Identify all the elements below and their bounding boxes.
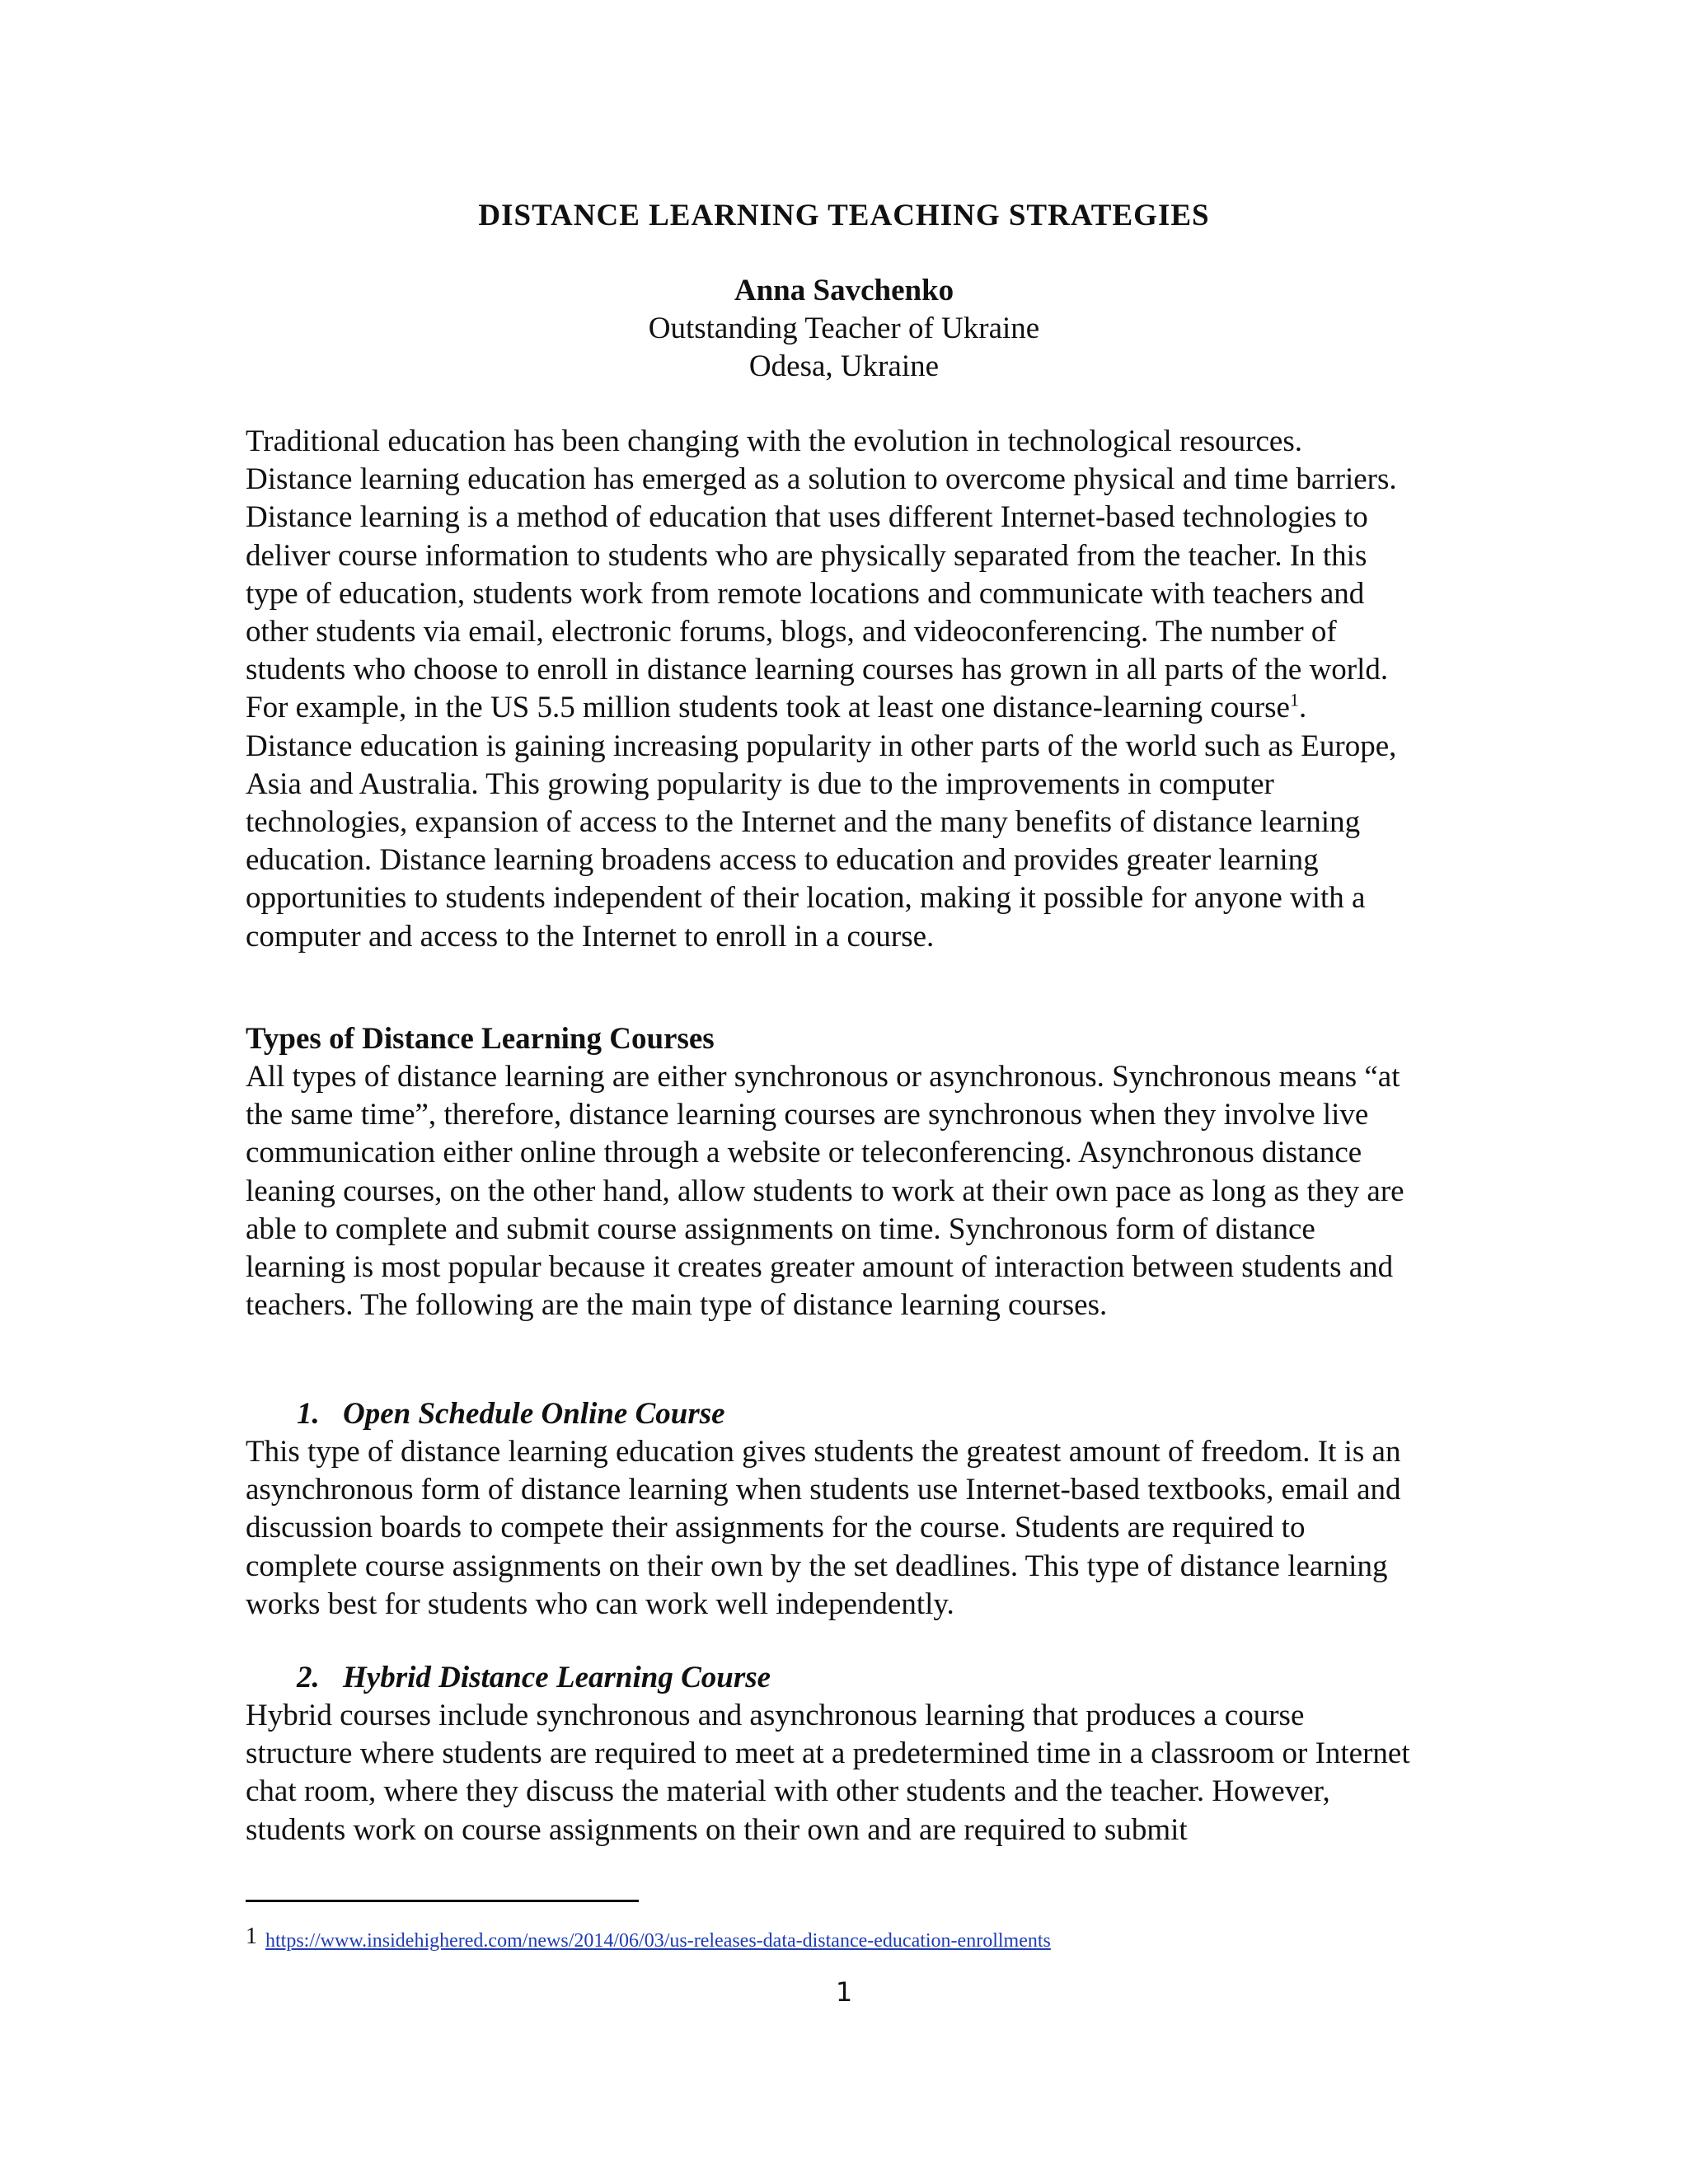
types-paragraph: All types of distance learning are either synchronous or asynchronous. Synchronous means “at the same time”, therefore, distance learning courses are synchronous when they involve live communication either online through a website or teleconferencing. Asynchronous distance leaning courses, on the other hand, allow students to work at their own pace as long as they are able to complete and submit course assignments on time. Synchronous form of distance learning is most popular because it creates greater amount of interaction between students and teachers. The following are the main type of distance learning courses. bbox=[246, 1060, 1404, 1323]
intro-text-part-1: Traditional education has been changing with the evolution in technological resources. Distance learning education has emerged as a solution to overcome physical and time barriers. Distance learning is a method of education that uses different Internet-based technologies to deliver course information to students who are physically separated from the teacher. In this type of education, students work from remote locations and communicate with teachers and other students via email, electronic forums, blogs, and videoconferencing. The number of students who choose to enroll in distance learning courses has grown in all parts of the world. For example, in the US 5.5 million students took at least one distance-learning course bbox=[246, 424, 1397, 725]
list-item-title-1: Open Schedule Online Course bbox=[343, 1397, 725, 1431]
footnote-link[interactable]: https://www.insidehighered.com/news/2014/06/03/us-releases-data-distance-education-enrollments bbox=[265, 1930, 1051, 1952]
list-item-title-2: Hybrid Distance Learning Course bbox=[343, 1661, 771, 1694]
footnote-divider bbox=[246, 1900, 639, 1902]
page-number: 1 bbox=[835, 1976, 853, 2008]
footnote bbox=[246, 1924, 1051, 1953]
list-item-heading-1 bbox=[297, 1395, 725, 1433]
author-block bbox=[0, 272, 1688, 386]
author-name: Anna Savchenko bbox=[734, 274, 954, 307]
list-item-paragraph-1: This type of distance learning education gives students the greatest amount of freedom. It is an asynchronous form of distance learning when students use Internet-based textbooks, email and discussion boards to compete their assignments for the course. Students are required to complete course assignments on their own by the set deadlines. This type of distance learning works best for students who can work well independently. bbox=[246, 1435, 1401, 1621]
intro-text-part-2: . Distance education is gaining increasing popularity in other parts of the world such as Europe, Asia and Australia. This growing popularity is due to the improvements in computer technologies, expansion of access to the Internet and the many benefits of distance learning education. Distance learning broadens access to education and provides greater learning opportunities to students independent of their location, making it possible for anyone with a computer and access to the Internet to enroll in a course. bbox=[246, 691, 1397, 954]
author-role: Outstanding Teacher of Ukraine bbox=[648, 312, 1040, 345]
footnote-mark: 1 bbox=[246, 1924, 257, 1949]
list-item-number-2: 2. bbox=[297, 1661, 320, 1694]
document-title: DISTANCE LEARNING TEACHING STRATEGIES bbox=[478, 199, 1210, 232]
section-heading-types: Types of Distance Learning Courses bbox=[246, 1022, 715, 1056]
list-item-heading-2 bbox=[297, 1659, 771, 1697]
list-item-number-1: 1. bbox=[297, 1397, 320, 1431]
list-item-paragraph-2: Hybrid courses include synchronous and asynchronous learning that produces a course structure where students are required to meet at a predetermined time in a classroom or Internet chat room, where they discuss the material with other students and the teacher. However, students work on course assignments on their own and are required to submit bbox=[246, 1699, 1410, 1847]
author-location: Odesa, Ukraine bbox=[748, 349, 940, 383]
intro-paragraph bbox=[246, 423, 1416, 956]
footnote-reference[interactable]: 1 bbox=[1289, 690, 1299, 711]
